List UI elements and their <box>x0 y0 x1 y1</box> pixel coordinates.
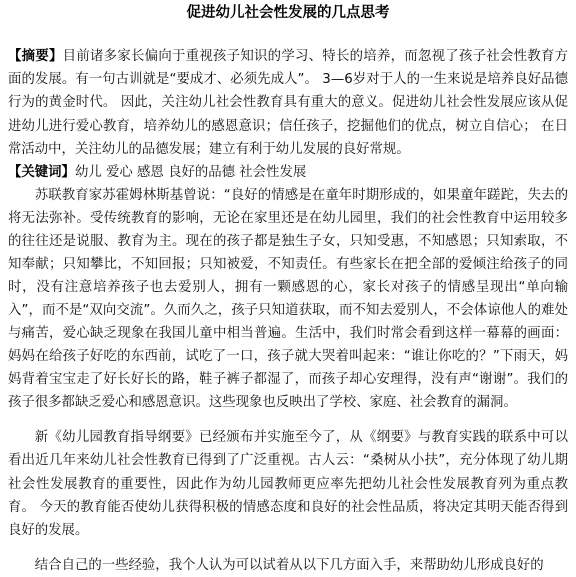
body-paragraph: 苏联教育家苏霍姆林斯基曾说：“良好的情感是在童年时期形成的，如果童年蹉跎，失去的将无法弥补。受传统教育的影响，无论在家里还是在幼儿园里，我们的社会性教育中运用较多的往往还是说服、教育为主。现在的孩子都是独生子女，只知受惠，不知感恩；只知索取，不知奉献；只知攀比，不知回报；只知被爱，不知责任。有些家长在把全部的爱倾注给孩子的同时，没有注意培养孩子也去爱别人，拥有一颗感恩的心，家长对孩子的情感呈现出“单向输入”，而不是“双向交流”。久而久之，孩子只知道获取，而不知去爱别人，不会体谅他人的难处与痛苦，爱心缺乏现象在我国儿童中相当普遍。生活中，我们时常会看到这样一幕幕的画面：妈妈在给孩子好吃的东西前，试吃了一口，孩子就大哭着叫起来：“谁让你吃的？”下雨天，妈妈背着宝宝走了好长好长的路，鞋子裤子都湿了，而孩子却心安理得，没有声“谢谢”。我们的孩子很多都缺乏爱心和感恩意识。这些现象也反映出了学校、家庭、社会教育的漏洞。 <box>8 188 568 411</box>
abstract-text: 目前诸多家长偏向于重视孩子知识的学习、特长的培养，而忽视了孩子社会性教育方面的发展。有一句古训就是“要成才、必须先成人”。 3—6岁对于人的一生来说是培养良好品德行为的黄金时代。 因此，关注幼儿社会性教育具有重大的意义。促进幼儿社会性发展应该从促进幼儿进行爱心教育，培养幼儿的感恩意识；信任孩子，挖掘他们的优点，树立自信心； 在日常活动中，关注幼儿的品德发展；建立有利于幼儿发展的良好常规。 <box>8 49 569 157</box>
keywords-text: 幼儿 爱心 感恩 良好的品德 社会性发展 <box>74 165 307 181</box>
keywords-section <box>8 161 568 184</box>
document-title: 促进幼儿社会性发展的几点思考 <box>186 5 390 21</box>
abstract-label: 【摘要】 <box>8 49 63 64</box>
keywords-label: 【关键词】 <box>8 165 75 181</box>
body-paragraph: 新《幼儿园教育指导纲要》已经颁布并实施至今了，从《纲要》与教育实践的联系中可以看出近几年来幼儿社会性教育已得到了广泛重视。古人云：“桑树从小扶”，充分体现了幼儿期社会性发展教育的重要性，因此作为幼儿园教师更应率先把幼儿社会性发展教育列为重点教育。 今天的教育能否使幼儿获得积极的情感态度和良好的社会性品质，将决定其明天能否得到良好的发展。 <box>8 430 568 539</box>
body-paragraph: 结合自己的一些经验，我个人认为可以试着从以下几方面入手，来帮助幼儿形成良好的 <box>34 558 544 574</box>
abstract-section <box>8 45 568 161</box>
